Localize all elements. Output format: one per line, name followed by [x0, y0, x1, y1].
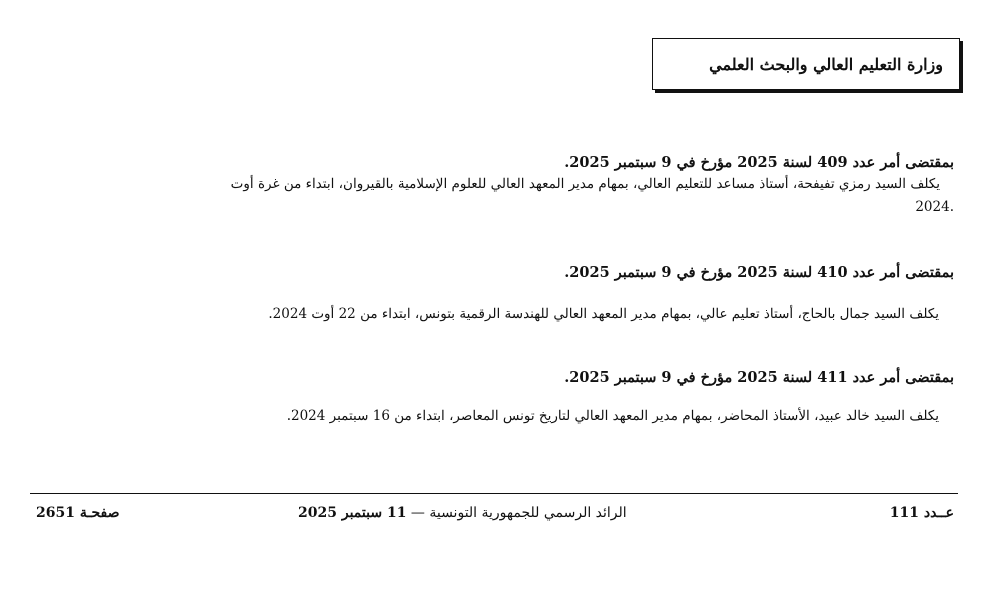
decree-409-body-line1	[231, 173, 954, 196]
decree-409-body-line2	[915, 196, 954, 219]
decree-410-heading: بمقتضى أمر عدد 410 لسنة 2025 مؤرخ في 9 سبتمبر 2025.	[564, 264, 954, 281]
ministry-title: وزارة التعليم العالي والبحث العلمي	[709, 54, 943, 74]
footer-page-label: صفحـة	[79, 505, 120, 521]
decree-409-body-text: يكلف السيد رمزي تفيفحة، أستاذ مساعد للتعليم العالي، بمهام مدير المعهد العالي للعلوم الإسلامية بالقيروان، ابتداء من غرة أوت	[230, 176, 940, 192]
footer-journal-name: الرائد الرسمي للجمهورية التونسية —	[410, 505, 627, 521]
footer-issue-label: عــدد	[923, 505, 954, 521]
footer-issue	[890, 505, 954, 521]
decree-410-body: يكلف السيد جمال بالحاج، أستاذ تعليم عالي، بمهام مدير المعهد العالي للهندسة الرقمية بتونس، ابتداء من 22 أوت 2024.	[268, 306, 939, 322]
decree-411-body: يكلف السيد خالد عبيد، الأستاذ المحاضر، بمهام مدير المعهد العالي لتاريخ تونس المعاصر، ابتداء من 16 سبتمبر 2024.	[286, 408, 939, 424]
decree-409-body-year: 2024.	[915, 199, 954, 215]
decree-409-heading: بمقتضى أمر عدد 409 لسنة 2025 مؤرخ في 9 سبتمبر 2025.	[564, 154, 954, 171]
decree-411-heading: بمقتضى أمر عدد 411 لسنة 2025 مؤرخ في 9 سبتمبر 2025.	[564, 369, 954, 386]
ministry-header-box	[652, 38, 960, 90]
footer-date: 11 سبتمبر 2025	[298, 505, 407, 521]
footer-divider	[30, 493, 958, 494]
footer-issue-number: 111	[889, 505, 919, 521]
footer-page-number: 2651	[36, 505, 75, 521]
footer-journal	[298, 505, 627, 521]
footer-page	[36, 505, 119, 521]
